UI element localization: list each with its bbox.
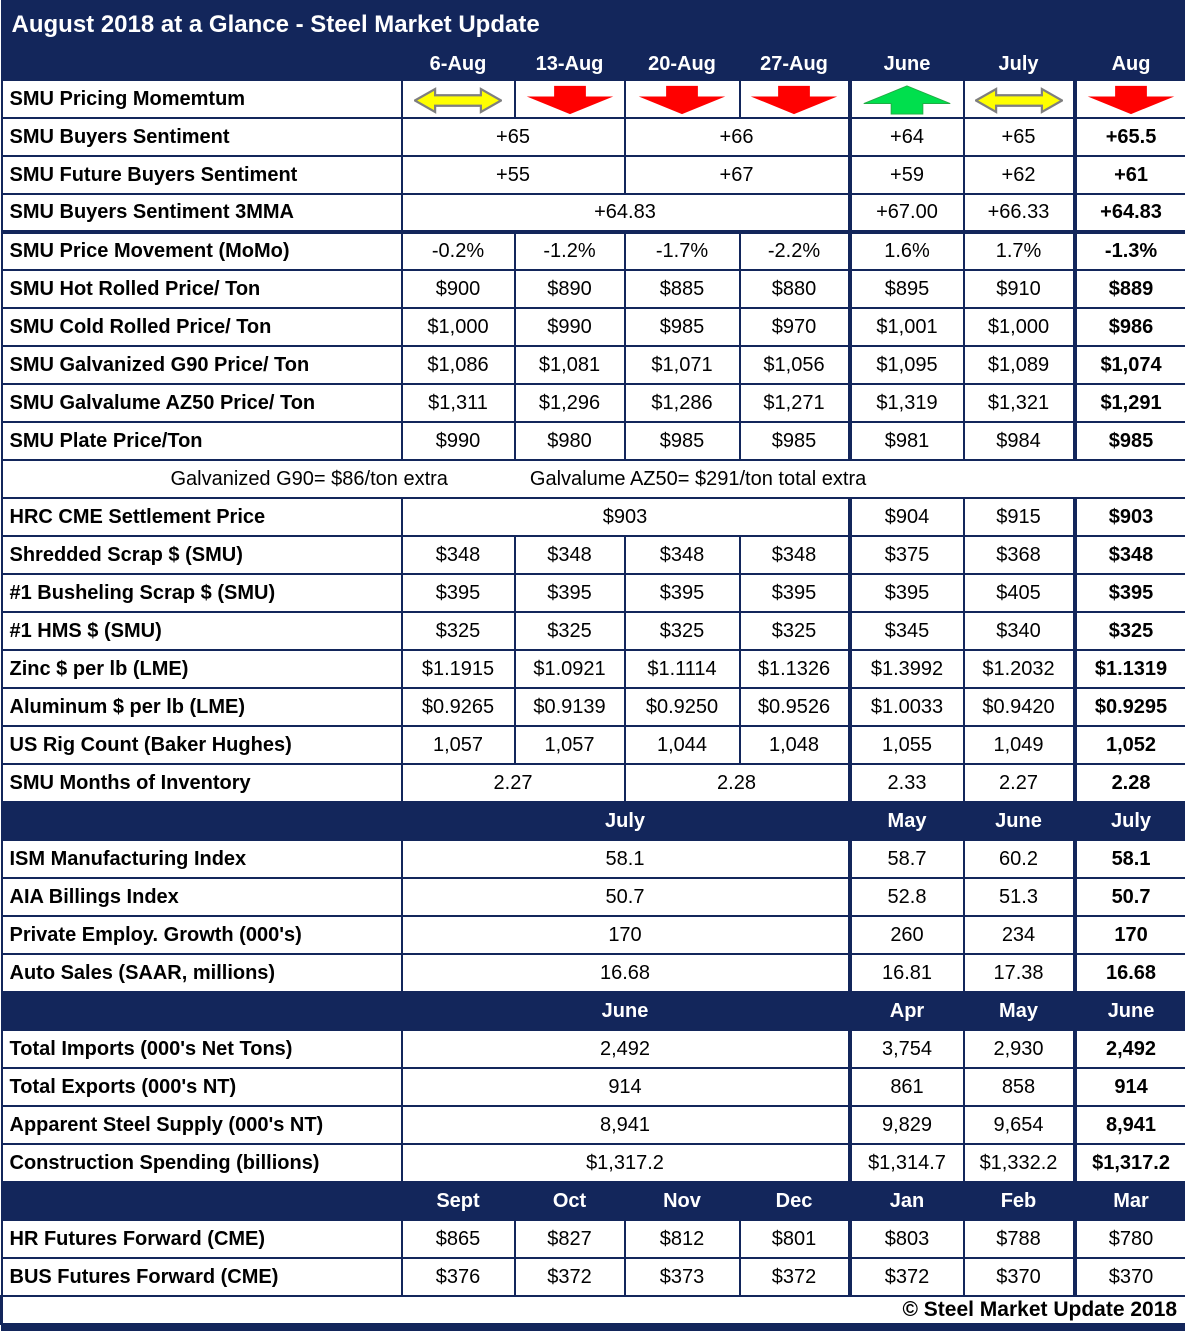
value-cell: $325 bbox=[625, 612, 740, 650]
value-cell: 2.27 bbox=[402, 764, 625, 802]
row-label: SMU Cold Rolled Price/ Ton bbox=[2, 308, 402, 346]
period-label: Mar bbox=[1075, 1182, 1185, 1220]
row-label: HRC CME Settlement Price bbox=[2, 498, 402, 536]
value-cell: 50.7 bbox=[1075, 878, 1185, 916]
value-cell: 2,492 bbox=[402, 1030, 850, 1068]
value-cell: $985 bbox=[625, 308, 740, 346]
period-header-row bbox=[2, 1182, 1185, 1220]
value-cell: +62 bbox=[964, 156, 1075, 194]
value-cell: $1,000 bbox=[402, 308, 515, 346]
row-label: #1 HMS $ (SMU) bbox=[2, 612, 402, 650]
value-cell: $1.3992 bbox=[850, 650, 964, 688]
value-cell: 1,055 bbox=[850, 726, 964, 764]
value-cell: +64.83 bbox=[1075, 194, 1185, 232]
value-cell: 2.28 bbox=[1075, 764, 1185, 802]
period-label: July bbox=[964, 48, 1075, 80]
value-cell: 8,941 bbox=[1075, 1106, 1185, 1144]
value-cell: $1,081 bbox=[515, 346, 625, 384]
left-right-arrow-icon bbox=[414, 86, 502, 115]
value-cell: 8,941 bbox=[402, 1106, 850, 1144]
value-cell: $395 bbox=[850, 574, 964, 612]
note-text: Galvanized G90= $86/ton extra bbox=[170, 467, 448, 490]
value-cell: $885 bbox=[625, 270, 740, 308]
row-label: HR Futures Forward (CME) bbox=[2, 1220, 402, 1258]
value-cell: +64 bbox=[850, 118, 964, 156]
table-row bbox=[2, 384, 1185, 422]
value-cell: 17.38 bbox=[964, 954, 1075, 992]
up-arrow-icon bbox=[862, 85, 952, 115]
value-cell: $340 bbox=[964, 612, 1075, 650]
value-cell: 2.33 bbox=[850, 764, 964, 802]
page-title: August 2018 at a Glance - Steel Market Update bbox=[2, 1, 1185, 48]
row-label: SMU Buyers Sentiment 3MMA bbox=[2, 194, 402, 232]
value-cell: 170 bbox=[402, 916, 850, 954]
value-cell: 58.7 bbox=[850, 840, 964, 878]
value-cell: 52.8 bbox=[850, 878, 964, 916]
down-arrow-icon bbox=[525, 85, 615, 115]
table-row bbox=[2, 194, 1185, 232]
row-label bbox=[2, 992, 402, 1030]
table-row bbox=[2, 308, 1185, 346]
down-arrow-icon bbox=[637, 85, 727, 115]
value-cell: $373 bbox=[625, 1258, 740, 1296]
value-cell: $372 bbox=[515, 1258, 625, 1296]
value-cell: $970 bbox=[740, 308, 850, 346]
momentum-cell bbox=[625, 80, 740, 118]
table-row bbox=[2, 1106, 1185, 1144]
table-row bbox=[2, 498, 1185, 536]
table-row bbox=[2, 1144, 1185, 1182]
value-cell: $325 bbox=[740, 612, 850, 650]
value-cell: $1,319 bbox=[850, 384, 964, 422]
value-cell: -2.2% bbox=[740, 232, 850, 270]
value-cell: $1,074 bbox=[1075, 346, 1185, 384]
value-cell: $372 bbox=[740, 1258, 850, 1296]
footer-row bbox=[2, 1296, 1185, 1324]
row-label: Auto Sales (SAAR, millions) bbox=[2, 954, 402, 992]
value-cell: +59 bbox=[850, 156, 964, 194]
value-cell: +64.83 bbox=[402, 194, 850, 232]
row-label: SMU Buyers Sentiment bbox=[2, 118, 402, 156]
period-label: May bbox=[964, 992, 1075, 1030]
row-label: Total Exports (000's NT) bbox=[2, 1068, 402, 1106]
value-cell: 16.68 bbox=[1075, 954, 1185, 992]
value-cell: 1,057 bbox=[402, 726, 515, 764]
value-cell: 2,492 bbox=[1075, 1030, 1185, 1068]
value-cell: 914 bbox=[1075, 1068, 1185, 1106]
note-text: Galvalume AZ50= $291/ton total extra bbox=[529, 467, 867, 490]
value-cell: $889 bbox=[1075, 270, 1185, 308]
period-label: 13-Aug bbox=[515, 48, 625, 80]
value-cell: $348 bbox=[740, 536, 850, 574]
table-row bbox=[2, 650, 1185, 688]
momentum-cell bbox=[1075, 80, 1185, 118]
title-row bbox=[2, 1, 1185, 48]
value-cell: $788 bbox=[964, 1220, 1075, 1258]
value-cell: +65.5 bbox=[1075, 118, 1185, 156]
row-label: US Rig Count (Baker Hughes) bbox=[2, 726, 402, 764]
row-label: SMU Galvalume AZ50 Price/ Ton bbox=[2, 384, 402, 422]
value-cell: $827 bbox=[515, 1220, 625, 1258]
row-label: SMU Months of Inventory bbox=[2, 764, 402, 802]
value-cell: $348 bbox=[515, 536, 625, 574]
table-row bbox=[2, 1030, 1185, 1068]
period-label: Jan bbox=[850, 1182, 964, 1220]
table-row bbox=[2, 232, 1185, 270]
value-cell: $1,311 bbox=[402, 384, 515, 422]
table-row bbox=[2, 878, 1185, 916]
table-row bbox=[2, 688, 1185, 726]
value-cell: 1,052 bbox=[1075, 726, 1185, 764]
value-cell: +55 bbox=[402, 156, 625, 194]
period-label: Aug bbox=[1075, 48, 1185, 80]
period-label: June bbox=[850, 48, 964, 80]
value-cell: $803 bbox=[850, 1220, 964, 1258]
table-row bbox=[2, 270, 1185, 308]
value-cell: $1,095 bbox=[850, 346, 964, 384]
value-cell: 861 bbox=[850, 1068, 964, 1106]
row-label: ISM Manufacturing Index bbox=[2, 840, 402, 878]
table-row bbox=[2, 346, 1185, 384]
value-cell: $372 bbox=[850, 1258, 964, 1296]
extras-note-cell bbox=[2, 460, 1185, 498]
table-row bbox=[2, 1068, 1185, 1106]
value-cell: $1,086 bbox=[402, 346, 515, 384]
momentum-cell bbox=[850, 80, 964, 118]
value-cell: 16.68 bbox=[402, 954, 850, 992]
down-arrow-icon bbox=[749, 85, 839, 115]
value-cell: $376 bbox=[402, 1258, 515, 1296]
row-label: BUS Futures Forward (CME) bbox=[2, 1258, 402, 1296]
value-cell: $405 bbox=[964, 574, 1075, 612]
row-label: Zinc $ per lb (LME) bbox=[2, 650, 402, 688]
table-row bbox=[2, 916, 1185, 954]
value-cell: 60.2 bbox=[964, 840, 1075, 878]
row-label bbox=[2, 802, 402, 840]
value-cell: $325 bbox=[1075, 612, 1185, 650]
period-label: 20-Aug bbox=[625, 48, 740, 80]
row-label: SMU Plate Price/Ton bbox=[2, 422, 402, 460]
value-cell: $1.0921 bbox=[515, 650, 625, 688]
value-cell: 1,057 bbox=[515, 726, 625, 764]
period-label: July bbox=[402, 802, 850, 840]
value-cell: $990 bbox=[402, 422, 515, 460]
period-label: Nov bbox=[625, 1182, 740, 1220]
bottom-bar bbox=[2, 1324, 1185, 1331]
value-cell: $1,332.2 bbox=[964, 1144, 1075, 1182]
value-cell: $1,317.2 bbox=[402, 1144, 850, 1182]
table-row bbox=[2, 156, 1185, 194]
value-cell: $1,314.7 bbox=[850, 1144, 964, 1182]
value-cell: $1,071 bbox=[625, 346, 740, 384]
value-cell: $1.2032 bbox=[964, 650, 1075, 688]
note-row bbox=[2, 460, 1185, 498]
value-cell: 9,829 bbox=[850, 1106, 964, 1144]
value-cell: $880 bbox=[740, 270, 850, 308]
value-cell: $904 bbox=[850, 498, 964, 536]
value-cell: 3,754 bbox=[850, 1030, 964, 1068]
value-cell: 9,654 bbox=[964, 1106, 1075, 1144]
table-row bbox=[2, 422, 1185, 460]
period-header-row bbox=[2, 992, 1185, 1030]
value-cell: $325 bbox=[402, 612, 515, 650]
table-row bbox=[2, 954, 1185, 992]
row-label: SMU Hot Rolled Price/ Ton bbox=[2, 270, 402, 308]
value-cell: $903 bbox=[1075, 498, 1185, 536]
period-label: June bbox=[964, 802, 1075, 840]
value-cell: $812 bbox=[625, 1220, 740, 1258]
period-label: Oct bbox=[515, 1182, 625, 1220]
value-cell: 234 bbox=[964, 916, 1075, 954]
column-header-row bbox=[2, 48, 1185, 80]
value-cell: $865 bbox=[402, 1220, 515, 1258]
value-cell: $980 bbox=[515, 422, 625, 460]
table-row bbox=[2, 840, 1185, 878]
value-cell: -1.3% bbox=[1075, 232, 1185, 270]
value-cell: 914 bbox=[402, 1068, 850, 1106]
table-row bbox=[2, 80, 1185, 118]
value-cell: $348 bbox=[402, 536, 515, 574]
value-cell: $780 bbox=[1075, 1220, 1185, 1258]
value-cell: -1.7% bbox=[625, 232, 740, 270]
value-cell: $900 bbox=[402, 270, 515, 308]
value-cell: $375 bbox=[850, 536, 964, 574]
row-label: SMU Price Movement (MoMo) bbox=[2, 232, 402, 270]
value-cell: $395 bbox=[1075, 574, 1185, 612]
value-cell: +67.00 bbox=[850, 194, 964, 232]
value-cell: $1,000 bbox=[964, 308, 1075, 346]
left-right-arrow-icon bbox=[975, 86, 1063, 115]
value-cell: $1.0033 bbox=[850, 688, 964, 726]
value-cell: 58.1 bbox=[402, 840, 850, 878]
value-cell: 1,048 bbox=[740, 726, 850, 764]
period-label: Dec bbox=[740, 1182, 850, 1220]
value-cell: $1.1915 bbox=[402, 650, 515, 688]
value-cell: 1,049 bbox=[964, 726, 1075, 764]
copyright-text: © Steel Market Update 2018 bbox=[2, 1296, 1185, 1324]
period-header-row bbox=[2, 802, 1185, 840]
period-label: Feb bbox=[964, 1182, 1075, 1220]
value-cell: $395 bbox=[402, 574, 515, 612]
table-row bbox=[2, 574, 1185, 612]
value-cell: 170 bbox=[1075, 916, 1185, 954]
value-cell: 2,930 bbox=[964, 1030, 1075, 1068]
value-cell: 2.27 bbox=[964, 764, 1075, 802]
table-row bbox=[2, 1258, 1185, 1296]
momentum-cell bbox=[964, 80, 1075, 118]
row-label: Apparent Steel Supply (000's NT) bbox=[2, 1106, 402, 1144]
value-cell: 260 bbox=[850, 916, 964, 954]
value-cell: $395 bbox=[740, 574, 850, 612]
table-row bbox=[2, 726, 1185, 764]
table-row bbox=[2, 536, 1185, 574]
value-cell: $345 bbox=[850, 612, 964, 650]
value-cell: 1,044 bbox=[625, 726, 740, 764]
value-cell: $1,296 bbox=[515, 384, 625, 422]
value-cell: $370 bbox=[964, 1258, 1075, 1296]
row-label bbox=[2, 48, 402, 80]
value-cell: 51.3 bbox=[964, 878, 1075, 916]
value-cell: +67 bbox=[625, 156, 850, 194]
table-row bbox=[2, 612, 1185, 650]
period-label: June bbox=[1075, 992, 1185, 1030]
period-label: July bbox=[1075, 802, 1185, 840]
period-label: June bbox=[402, 992, 850, 1030]
period-label: 27-Aug bbox=[740, 48, 850, 80]
value-cell: $1,286 bbox=[625, 384, 740, 422]
value-cell: $0.9265 bbox=[402, 688, 515, 726]
value-cell: $348 bbox=[1075, 536, 1185, 574]
value-cell: $370 bbox=[1075, 1258, 1185, 1296]
period-label: May bbox=[850, 802, 964, 840]
value-cell: $801 bbox=[740, 1220, 850, 1258]
value-cell: $1,089 bbox=[964, 346, 1075, 384]
value-cell: $1,001 bbox=[850, 308, 964, 346]
value-cell: $368 bbox=[964, 536, 1075, 574]
value-cell: $0.9250 bbox=[625, 688, 740, 726]
value-cell: $985 bbox=[740, 422, 850, 460]
row-label: Total Imports (000's Net Tons) bbox=[2, 1030, 402, 1068]
value-cell: 16.81 bbox=[850, 954, 964, 992]
value-cell: 50.7 bbox=[402, 878, 850, 916]
row-label: SMU Future Buyers Sentiment bbox=[2, 156, 402, 194]
row-label: Private Employ. Growth (000's) bbox=[2, 916, 402, 954]
value-cell: $0.9295 bbox=[1075, 688, 1185, 726]
value-cell: $903 bbox=[402, 498, 850, 536]
value-cell: $1,056 bbox=[740, 346, 850, 384]
row-label bbox=[2, 1182, 402, 1220]
table-row bbox=[2, 118, 1185, 156]
momentum-cell bbox=[515, 80, 625, 118]
value-cell: $1,271 bbox=[740, 384, 850, 422]
value-cell: $990 bbox=[515, 308, 625, 346]
row-label: SMU Galvanized G90 Price/ Ton bbox=[2, 346, 402, 384]
value-cell: 1.6% bbox=[850, 232, 964, 270]
value-cell: $986 bbox=[1075, 308, 1185, 346]
value-cell: $985 bbox=[1075, 422, 1185, 460]
value-cell: $981 bbox=[850, 422, 964, 460]
value-cell: $395 bbox=[625, 574, 740, 612]
value-cell: $910 bbox=[964, 270, 1075, 308]
bottom-bar-fill bbox=[2, 1324, 1185, 1331]
value-cell: $895 bbox=[850, 270, 964, 308]
row-label: Construction Spending (billions) bbox=[2, 1144, 402, 1182]
value-cell: $348 bbox=[625, 536, 740, 574]
value-cell: +66 bbox=[625, 118, 850, 156]
row-label: #1 Busheling Scrap $ (SMU) bbox=[2, 574, 402, 612]
row-label: Aluminum $ per lb (LME) bbox=[2, 688, 402, 726]
value-cell: $0.9420 bbox=[964, 688, 1075, 726]
period-label: Apr bbox=[850, 992, 964, 1030]
value-cell: $1.1319 bbox=[1075, 650, 1185, 688]
value-cell: $1.1114 bbox=[625, 650, 740, 688]
value-cell: $325 bbox=[515, 612, 625, 650]
value-cell: $1,317.2 bbox=[1075, 1144, 1185, 1182]
value-cell: +65 bbox=[402, 118, 625, 156]
value-cell: 1.7% bbox=[964, 232, 1075, 270]
value-cell: $915 bbox=[964, 498, 1075, 536]
value-cell: 58.1 bbox=[1075, 840, 1185, 878]
row-label: SMU Pricing Momemtum bbox=[2, 80, 402, 118]
momentum-cell bbox=[402, 80, 515, 118]
value-cell: +65 bbox=[964, 118, 1075, 156]
row-label: AIA Billings Index bbox=[2, 878, 402, 916]
value-cell: $1,291 bbox=[1075, 384, 1185, 422]
momentum-cell bbox=[740, 80, 850, 118]
value-cell: $0.9139 bbox=[515, 688, 625, 726]
value-cell: $890 bbox=[515, 270, 625, 308]
value-cell: +61 bbox=[1075, 156, 1185, 194]
table-row bbox=[2, 764, 1185, 802]
value-cell: $395 bbox=[515, 574, 625, 612]
table-row bbox=[2, 1220, 1185, 1258]
down-arrow-icon bbox=[1086, 85, 1176, 115]
period-label: Sept bbox=[402, 1182, 515, 1220]
value-cell: $985 bbox=[625, 422, 740, 460]
value-cell: 858 bbox=[964, 1068, 1075, 1106]
value-cell: $1.1326 bbox=[740, 650, 850, 688]
value-cell: $1,321 bbox=[964, 384, 1075, 422]
value-cell: -0.2% bbox=[402, 232, 515, 270]
value-cell: +66.33 bbox=[964, 194, 1075, 232]
value-cell: $984 bbox=[964, 422, 1075, 460]
row-label: Shredded Scrap $ (SMU) bbox=[2, 536, 402, 574]
value-cell: $0.9526 bbox=[740, 688, 850, 726]
value-cell: 2.28 bbox=[625, 764, 850, 802]
period-label: 6-Aug bbox=[402, 48, 515, 80]
value-cell: -1.2% bbox=[515, 232, 625, 270]
